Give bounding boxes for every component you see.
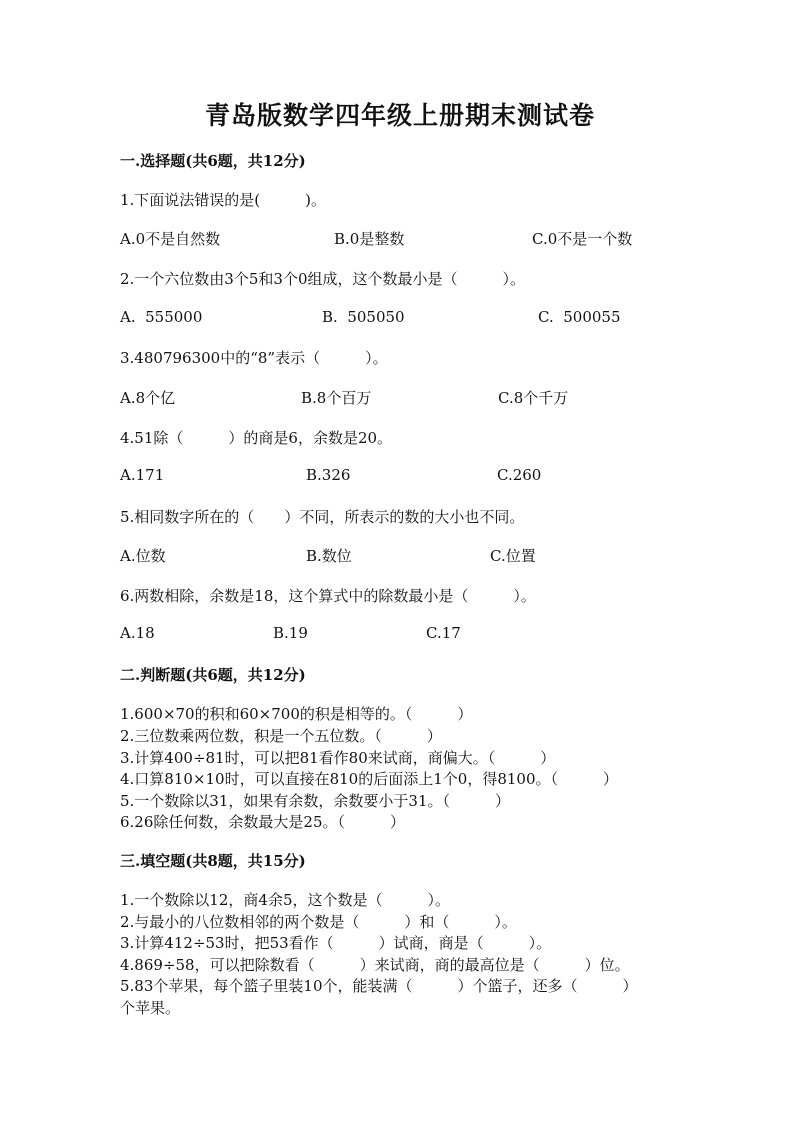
question-text: 6.两数相除，余数是18，这个算式中的除数最小是（ ）。 — [120, 587, 536, 605]
question-text: 3.480796300中的“8”表示（ ）。 — [120, 349, 388, 367]
option-a: A.18 — [120, 624, 155, 642]
judgment-item: 3.计算400÷81时，可以把81看作80来试商，商偏大。（ ） — [120, 749, 556, 767]
option-c: C.0不是一个数 — [532, 230, 633, 248]
exam-title: 青岛版数学四年级上册期末测试卷 — [204, 101, 595, 130]
fill-blank-item: 2.与最小的八位数相邻的两个数是（ ）和（ ）。 — [120, 913, 517, 931]
option-a: A.171 — [120, 466, 165, 484]
option-c: C.位置 — [490, 547, 536, 565]
fill-blank-item: 5.83个苹果，每个篮子里装10个，能装满（ ）个篮子，还多（ ） — [120, 977, 638, 995]
option-b: B.19 — [273, 624, 308, 642]
option-row — [120, 466, 740, 486]
option-row — [120, 308, 740, 328]
option-b: B.数位 — [306, 547, 352, 565]
option-row — [120, 387, 740, 407]
section-heading-choice: 一.选择题(共6题，共12分) — [120, 152, 306, 170]
option-a: A.位数 — [120, 547, 166, 565]
option-a: A. 555000 — [120, 308, 203, 326]
question-text: 5.相同数字所在的（ ）不同，所表示的数的大小也不同。 — [120, 508, 525, 526]
section-heading-fill-blank: 三.填空题(共8题，共15分) — [120, 852, 306, 870]
judgment-item: 4.口算810×10时，可以直接在810的后面添上1个0，得8100。（ ） — [120, 770, 618, 788]
option-b: B.0是整数 — [334, 230, 405, 248]
option-a: A.8个亿 — [120, 389, 176, 407]
option-c: C.17 — [426, 624, 461, 642]
question-text: 2.一个六位数由3个5和3个0组成，这个数最小是（ ）。 — [120, 270, 525, 288]
judgment-item: 2.三位数乘两位数，积是一个五位数。（ ） — [120, 727, 442, 745]
fill-blank-item: 4.869÷58，可以把除数看（ ）来试商，商的最高位是（ ）位。 — [120, 956, 630, 974]
option-c: C.8个千万 — [498, 389, 569, 407]
option-c: C. 500055 — [538, 308, 621, 326]
option-c: C.260 — [497, 466, 542, 484]
option-row — [120, 545, 740, 565]
judgment-item: 1.600×70的积和60×700的积是相等的。（ ） — [120, 705, 473, 723]
fill-blank-item: 1.一个数除以12，商4余5，这个数是（ ）。 — [120, 891, 450, 909]
fill-blank-item: 3.计算412÷53时，把53看作（ ）试商，商是（ ）。 — [120, 934, 552, 952]
question-text: 1.下面说法错误的是( )。 — [120, 191, 327, 209]
option-row — [120, 624, 740, 644]
question-text: 4.51除（ ）的商是6，余数是20。 — [120, 429, 393, 447]
section-heading-judgment: 二.判断题(共6题，共12分) — [120, 666, 306, 684]
option-b: B.326 — [306, 466, 351, 484]
option-a: A.0不是自然数 — [120, 230, 221, 248]
fill-blank-item-continued: 个苹果。 — [120, 999, 181, 1017]
option-row — [120, 228, 740, 248]
judgment-item: 6.26除任何数，余数最大是25。（ ） — [120, 813, 405, 831]
option-b: B. 505050 — [322, 308, 405, 326]
option-b: B.8个百万 — [301, 389, 372, 407]
judgment-item: 5.一个数除以31，如果有余数，余数要小于31。（ ） — [120, 792, 510, 810]
